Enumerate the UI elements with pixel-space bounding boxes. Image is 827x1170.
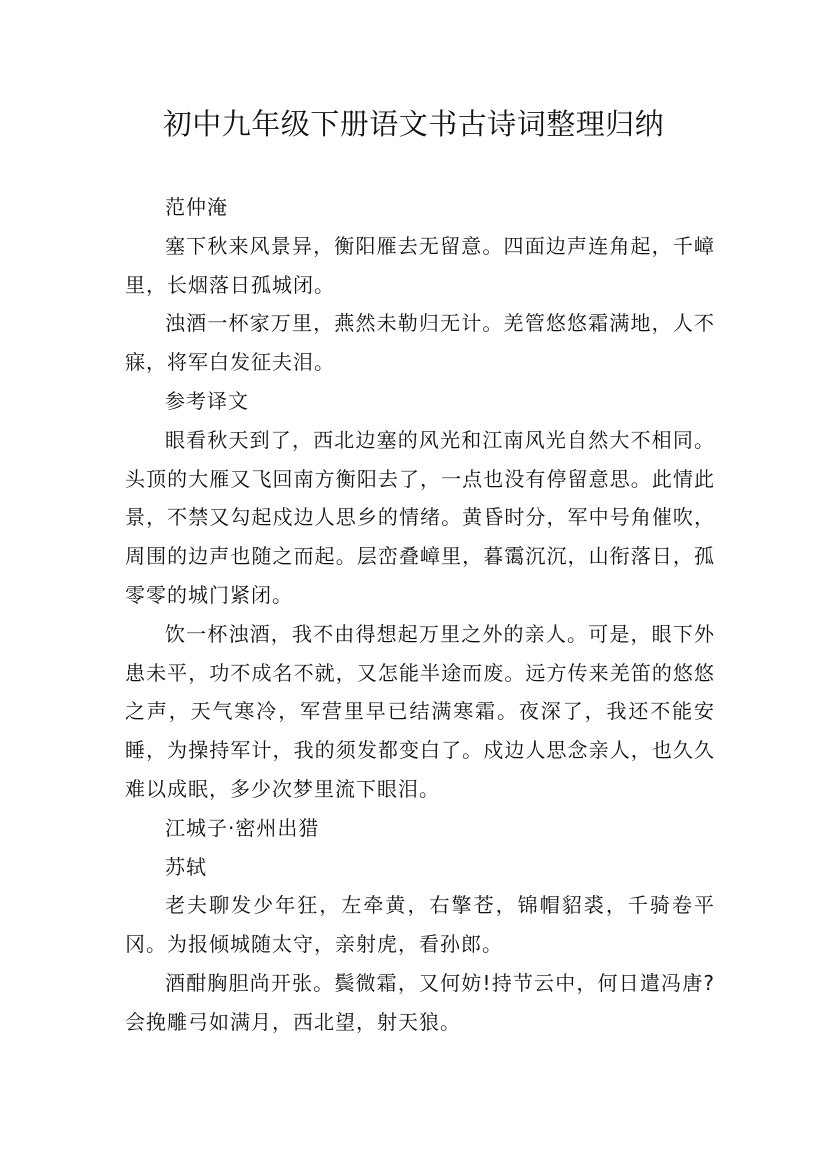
- translation-paragraph: 饮一杯浊酒，我不由得想起万里之外的亲人。可是，眼下外患未平，功不成名不就，又怎能半途而废。远方传来羌笛的悠悠之声，天气寒冷，军营里早已结满寒霜。夜深了，我还不能安睡，为操持军计，我的须发都变白了。戍边人思念亲人，也久久难以成眠，多少次梦里流下眼泪。: [125, 621, 715, 801]
- poem-title: 江城子·密州出猎: [165, 815, 320, 840]
- translation-paragraph: 眼看秋天到了，西北边塞的风光和江南风光自然大不相同。头顶的大雁又飞回南方衡阳去了，一点也没有停留意思。此情此景，不禁又勾起戍边人思乡的情绪。黄昏时分，军中号角催吹，周围的边声也随之而起。层峦叠嶂里，暮霭沉沉，山衔落日，孤零零的城门紧闭。: [125, 427, 715, 607]
- poem-stanza: 浊酒一杯家万里，燕然未勒归无计。羌管悠悠霜满地，人不寐，将军白发征夫泪。: [125, 311, 715, 375]
- document-title: 初中九年级下册语文书古诗词整理归纳: [162, 107, 665, 141]
- author-name: 范仲淹: [165, 195, 228, 219]
- poem-stanza: 塞下秋来风景异，衡阳雁去无留意。四面边声连角起，千嶂里，长烟落日孤城闭。: [125, 233, 715, 297]
- poem-stanza: 老夫聊发少年狂，左牵黄，右擎苍，锦帽貂裘，千骑卷平冈。为报倾城随太守，亲射虎，看孙郎。: [125, 893, 715, 957]
- author-name: 苏轼: [165, 854, 207, 879]
- document-body: [125, 188, 715, 1042]
- poem-stanza: 酒酣胸胆尚开张。鬓微霜，又何妨!持节云中，何日遣冯唐?会挽雕弓如满月，西北望，射天狼。: [125, 970, 715, 1034]
- section-heading: 参考译文: [165, 388, 249, 413]
